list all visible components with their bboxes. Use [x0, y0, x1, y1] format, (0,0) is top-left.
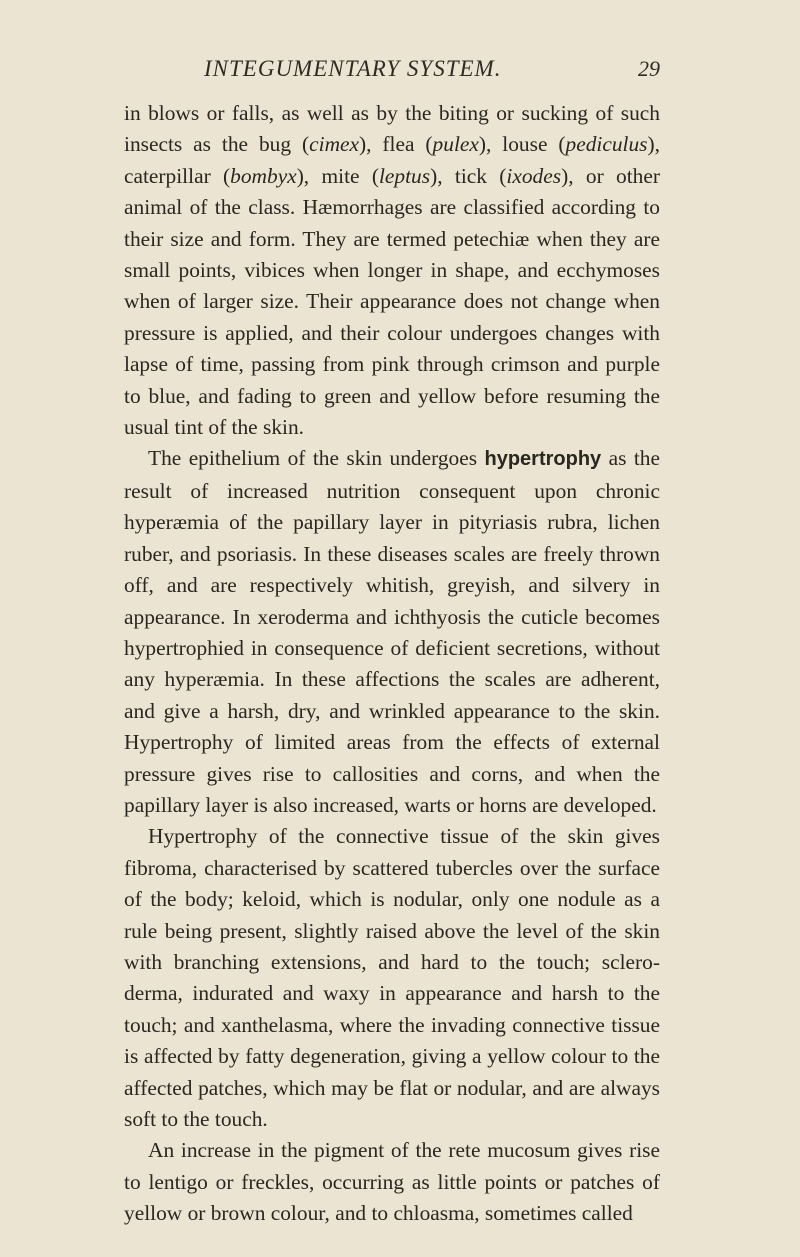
italic-term: ixodes: [506, 163, 562, 188]
paragraph: [124, 98, 660, 443]
text-run: as the result of increased nutrition consequent upon chronic hyperæmia of the papillary layer in pityriasis rubra, lichen ruber, and psoriasis. In these diseases scales are freely thrown off, and are respectively whitish, greyish, and silvery in appearance. In xeroderma and ichthyosis the cuticle becomes hypertrophied in consequence of deficient secretions, without any hyperæmia. In these affections the scales are adherent, and give a harsh, dry, and wrinkled appearance to the skin. Hypertrophy of limited areas from the effects of external pressure gives rise to callosities and corns, and when the papillary layer is also increased, warts or horns are developed.: [124, 446, 660, 817]
italic-term: leptus: [378, 163, 431, 188]
page-header: [124, 48, 660, 82]
text-run: Hypertrophy of the connective tissue of the skin gives fibroma, characterised by scattered tubercles over the surface of the body; keloid, which is nodular, only one nodule as a rule being present, slightly raised above the level of the skin with branching extensions, and hard to the touch; sclero-derma, indurated and waxy in appearance and harsh to the touch; and xanthelasma, where the invading connective tissue is affected by fatty degeneration, giving a yellow colour to the affected patches, which may be flat or nodular, and are always soft to the touch.: [124, 824, 660, 1131]
page-number: 29: [638, 56, 660, 81]
paragraph: [124, 443, 660, 821]
text-run: The epithelium of the skin undergoes: [148, 446, 485, 471]
text-run: ), flea (: [359, 132, 433, 157]
text-run: An increase in the pigment of the rete mucosum gives rise to lentigo or freckles, occurring as little points or patches of yellow or brown colour, and to chloasma, sometimes called: [124, 1138, 660, 1226]
bold-term: hypertrophy: [484, 448, 602, 471]
italic-term: cimex: [309, 132, 360, 157]
text-run: ), tick (: [430, 163, 507, 188]
italic-term: pulex: [432, 132, 479, 157]
text-run: in blows or falls, as well as by the biting or sucking of such insects as the bug (: [124, 101, 660, 157]
paragraph: [124, 821, 660, 1135]
text-run: ), caterpillar (: [124, 132, 660, 188]
body-text: [124, 98, 660, 1230]
italic-term: bombyx: [230, 163, 297, 188]
running-head: INTEGUMENTARY SYSTEM.: [204, 56, 502, 81]
italic-term: pediculus: [565, 132, 648, 157]
text-run: ), or other animal of the class. Hæmorrhages are classified according to their size and form. They are termed petechiæ when they are small points, vibices when longer in shape, and ecchymoses when of larger size. Their appearance does not change when pressure is applied, and their colour undergoes changes with lapse of time, passing from pink through crimson and purple to blue, and fading to green and yellow before resuming the usual tint of the skin.: [124, 163, 660, 440]
text-run: ), mite (: [296, 163, 379, 188]
paragraph: [124, 1135, 660, 1229]
text-run: ), louse (: [478, 132, 566, 157]
